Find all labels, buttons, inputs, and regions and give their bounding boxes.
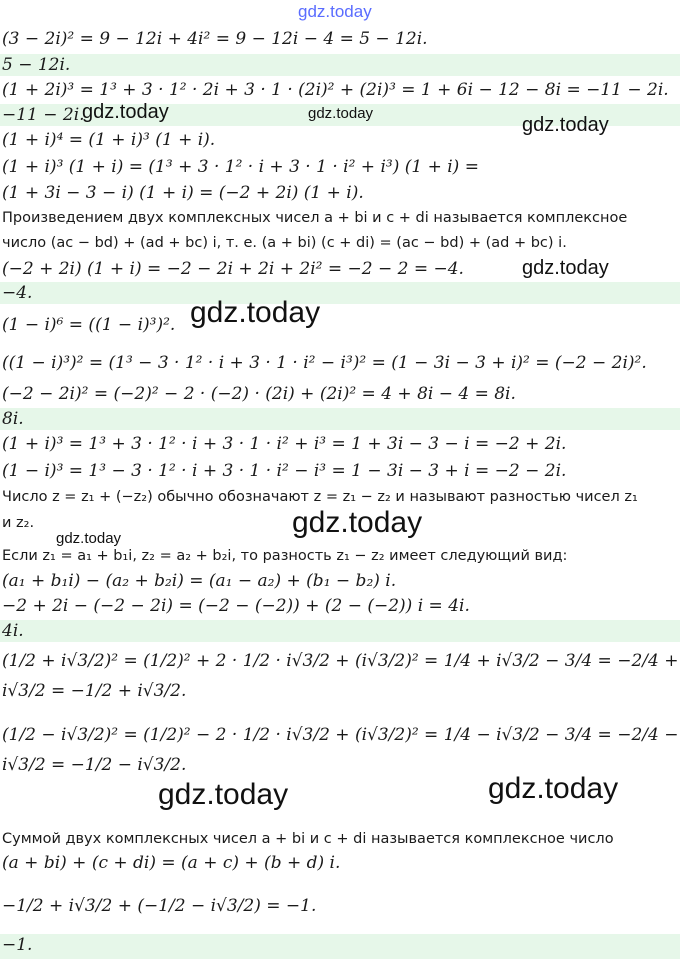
watermark-top: gdz.today xyxy=(298,2,372,21)
answer-3: −4. xyxy=(0,282,680,304)
answer-5: 4i. xyxy=(0,620,680,642)
line-5: (1 + 3i − 3 − i) (1 + i) = (−2 + 2i) (1 + i). xyxy=(2,183,364,203)
answer-1: 5 − 12i. xyxy=(0,54,680,76)
line-11: (1 − i)³ = 1³ − 3 · 1² · i + 3 · 1 · i² − i³ = 1 − 3i − 3 + i = −2 − 2i. xyxy=(2,461,567,481)
line-15: −1/2 + i√3/2 + (−1/2 − i√3/2) = −1. xyxy=(2,896,317,916)
line-1: (3 − 2i)² = 9 − 12i + 4i² = 9 − 12i − 4 = 5 − 12i. xyxy=(2,29,428,49)
watermark-8: gdz.today xyxy=(158,778,289,811)
answer-4: 8i. xyxy=(0,408,680,430)
definition-difference-3: Если z₁ = a₁ + b₁i, z₂ = a₂ + b₂i, то разность z₁ − z₂ имеет следующий вид: xyxy=(2,548,568,564)
line-4: (1 + i)³ (1 + i) = (1³ + 3 · 1² · i + 3 · 1 · i² + i³) (1 + i) = xyxy=(2,157,479,177)
line-9: (−2 − 2i)² = (−2)² − 2 · (−2) · (2i) + (2i)² = 4 + 8i − 4 = 8i. xyxy=(2,384,516,404)
watermark-7: gdz.today xyxy=(56,530,122,547)
answer-6: −1. xyxy=(0,934,680,959)
line-12: (a₁ + b₁i) − (a₂ + b₂i) = (a₁ − a₂) + (b₁ − b₂) i. xyxy=(2,571,397,591)
watermark-9: gdz.today xyxy=(488,772,619,805)
definition-product-2: число (ac − bd) + (ad + bc) i, т. е. (a + bi) (c + di) = (ac − bd) + (ad + bc) i. xyxy=(2,235,567,251)
watermark-4: gdz.today xyxy=(522,257,609,279)
line-3: (1 + i)⁴ = (1 + i)³ (1 + i). xyxy=(2,130,216,150)
watermark-1: gdz.today xyxy=(82,101,169,123)
line-2: (1 + 2i)³ = 1³ + 3 · 1² · 2i + 3 · 1 · (2i)² + (2i)³ = 1 + 6i − 12 − 8i = −11 − 2i. xyxy=(2,80,669,100)
watermark-3: gdz.today xyxy=(522,114,609,136)
fraction-square-1 xyxy=(0,646,680,714)
definition-difference-2: и z₂. xyxy=(2,515,35,531)
line-7: (1 − i)⁶ = ((1 − i)³)². xyxy=(2,315,176,335)
line-14: (a + bi) + (c + di) = (a + c) + (b + d) i. xyxy=(2,853,341,873)
watermark-5: gdz.today xyxy=(190,296,321,329)
watermark-2: gdz.today xyxy=(308,105,374,122)
fraction-line-2b: i√3/2 = −1/2 − i√3/2. xyxy=(2,755,187,775)
line-10: (1 + i)³ = 1³ + 3 · 1² · i + 3 · 1 · i² + i³ = 1 + 3i − 3 − i = −2 + 2i. xyxy=(2,434,567,454)
fraction-line-1: (1/2 + i√3/2)² = (1/2)² + 2 · 1/2 · i√3/2 + (i√3/2)² = 1/4 + i√3/2 − 3/4 = −2/4 + xyxy=(2,651,679,671)
fraction-line-2: (1/2 − i√3/2)² = (1/2)² − 2 · 1/2 · i√3/2 + (i√3/2)² = 1/4 − i√3/2 − 3/4 = −2/4 − xyxy=(2,725,679,745)
line-13: −2 + 2i − (−2 − 2i) = (−2 − (−2)) + (2 − (−2)) i = 4i. xyxy=(2,596,470,616)
definition-sum-1: Суммой двух комплексных чисел a + bi и c + di называется комплексное число xyxy=(2,831,614,847)
fraction-line-1b: i√3/2 = −1/2 + i√3/2. xyxy=(2,681,187,701)
line-8: ((1 − i)³)² = (1³ − 3 · 1² · i + 3 · 1 · i² − i³)² = (1 − 3i − 3 + i)² = (−2 − 2i)². xyxy=(2,353,647,373)
line-6: (−2 + 2i) (1 + i) = −2 − 2i + 2i + 2i² = −2 − 2 = −4. xyxy=(2,259,464,279)
watermark-6: gdz.today xyxy=(292,506,423,539)
definition-product-1: Произведением двух комплексных чисел a + bi и c + di называется комплексное xyxy=(2,210,628,226)
answer-2: −11 − 2i. xyxy=(0,104,680,126)
definition-difference-1: Число z = z₁ + (−z₂) обычно обозначают z = z₁ − z₂ и называют разностью чисел z₁ xyxy=(2,489,638,505)
